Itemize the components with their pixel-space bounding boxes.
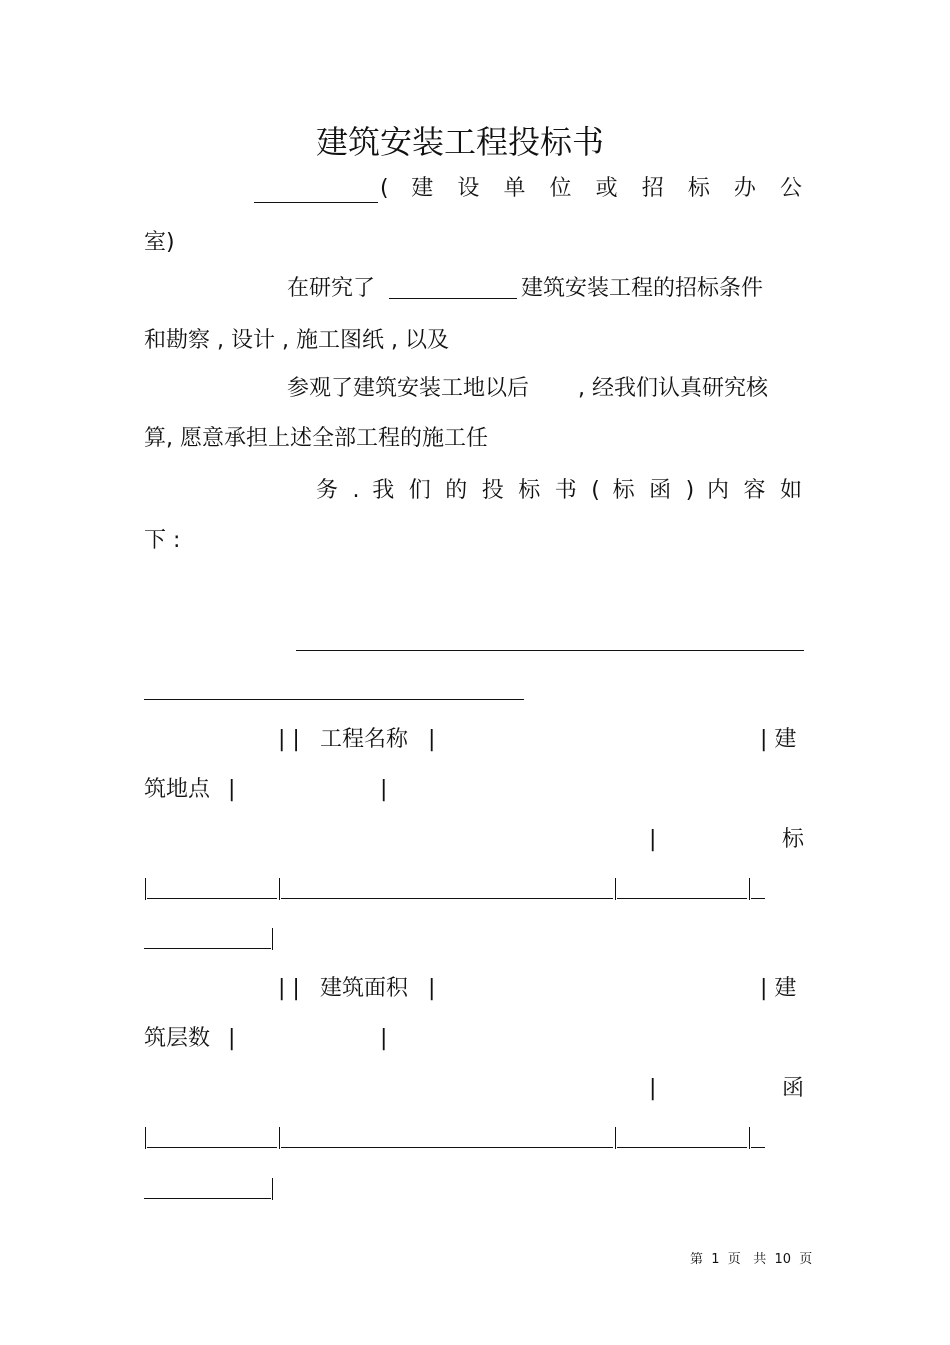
- table2-row-lead: | |: [278, 976, 300, 1001]
- table2-rule-bar-4: [749, 1127, 750, 1149]
- table1-sep-b2: |: [380, 777, 388, 802]
- page-title: 建筑安装工程投标书: [315, 123, 604, 161]
- table2-sep-c: |: [649, 1076, 657, 1101]
- table1-tail: | 建: [760, 727, 797, 752]
- table1-side-char: 标: [782, 827, 805, 852]
- table2-rule-seg-2: [281, 1147, 613, 1148]
- para1-line2: 和勘察 , 设计 , 施工图纸 , 以及: [144, 328, 449, 353]
- table2-side-char: 函: [782, 1076, 805, 1101]
- blank-line-addressee: [254, 202, 378, 203]
- table1-rule-bar-1: [145, 878, 146, 900]
- table1-rule-seg-1: [147, 898, 277, 899]
- table1-rule-seg-4: [751, 898, 765, 899]
- table1-rule-seg-5: [144, 948, 271, 949]
- table1-rule-seg-2: [281, 898, 613, 899]
- table2-rule-bar-2: [279, 1127, 280, 1149]
- table1-sep-b1: |: [228, 777, 236, 802]
- addressee-cont: 室): [144, 230, 175, 255]
- table1-rule-bar-2: [279, 878, 280, 900]
- para1-text-a: 在研究了: [287, 276, 376, 301]
- para3-line2: 下 :: [144, 528, 181, 553]
- table1-row-lead: | |: [278, 727, 300, 752]
- table2-rule-bar-5: [272, 1178, 273, 1200]
- table2-rule-bar-1: [145, 1127, 146, 1149]
- table2-rule-seg-3: [617, 1147, 747, 1148]
- table2-tail: | 建: [760, 976, 797, 1001]
- page-footer: 第 1 页 共 10 页: [690, 1252, 813, 1267]
- table2-rule-bar-3: [615, 1127, 616, 1149]
- para2-line1: 参观了建筑安装工地以后 , 经我们认真研究核: [287, 376, 768, 401]
- table2-rule-seg-1: [147, 1147, 277, 1148]
- table2-sep-b2: |: [380, 1026, 388, 1051]
- table1-label-project-name: 工程名称: [320, 727, 409, 752]
- table1-rule-bar-5: [272, 928, 273, 950]
- blank-line-content-1: [296, 650, 804, 651]
- para1-text-b: 建筑安装工程的招标条件: [521, 276, 764, 301]
- table2-rule-seg-4: [751, 1147, 765, 1148]
- addressee-text: ( 建 设 单 位 或 招 标 办 公: [380, 176, 804, 201]
- table2-label-floors: 筑层数: [144, 1026, 211, 1051]
- table2-sep-b1: |: [228, 1026, 236, 1051]
- table1-rule-bar-3: [615, 878, 616, 900]
- blank-line-project: [389, 298, 517, 299]
- para2-line2: 算, 愿意承担上述全部工程的施工任: [144, 426, 488, 451]
- table2-label-area: 建筑面积: [320, 976, 409, 1001]
- para3-line1: 务 . 我 们 的 投 标 书 ( 标 函 ) 内 容 如: [316, 478, 804, 503]
- table2-rule-seg-5: [144, 1198, 271, 1199]
- table1-sep-c: |: [649, 827, 657, 852]
- blank-line-content-2: [144, 699, 524, 700]
- table1-label-location: 筑地点: [144, 777, 211, 802]
- table2-sep: |: [428, 976, 436, 1001]
- table1-sep: |: [428, 727, 436, 752]
- table1-rule-bar-4: [749, 878, 750, 900]
- table1-rule-seg-3: [617, 898, 747, 899]
